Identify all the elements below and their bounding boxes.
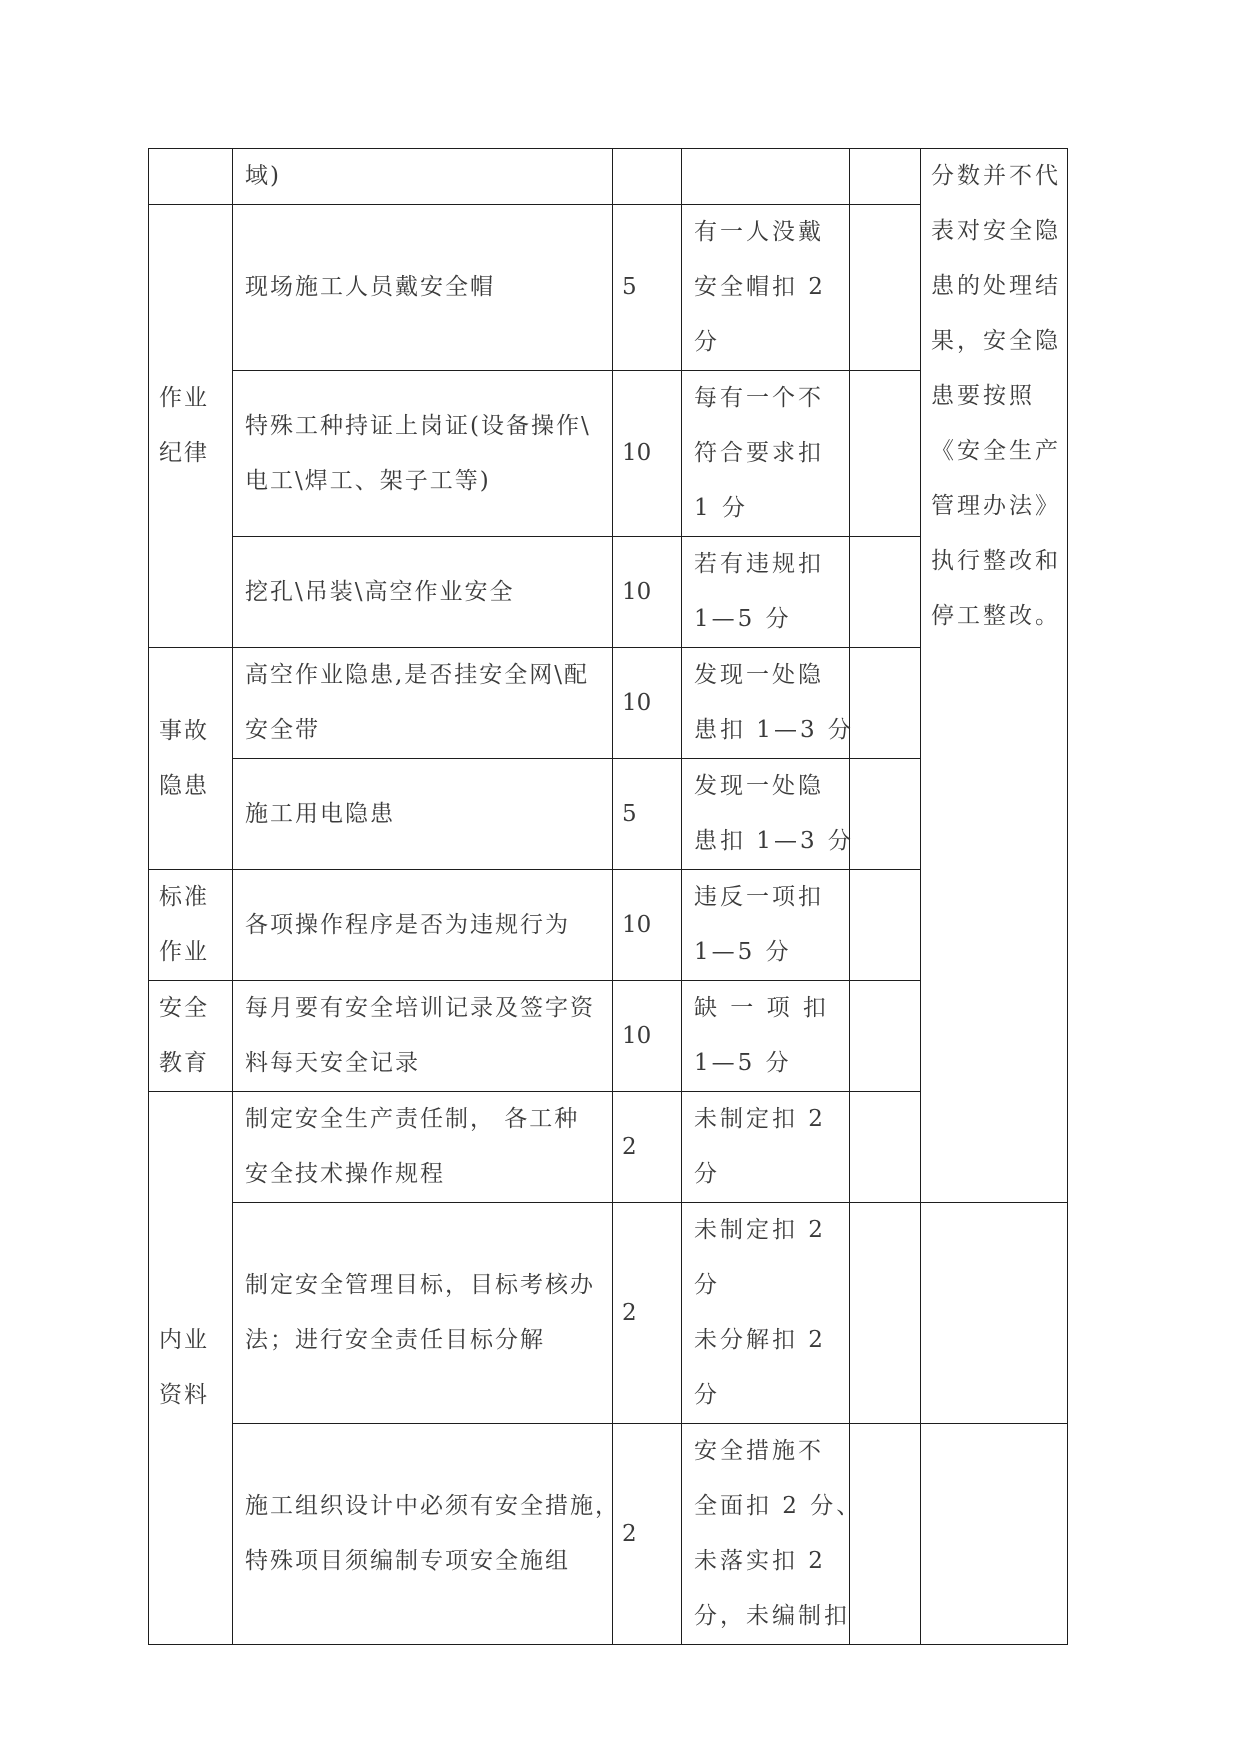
category-text: 事故 <box>159 717 209 744</box>
standard-text: 1—5 分 <box>694 939 792 965</box>
standard-text: 1—5 分 <box>694 606 792 632</box>
item-text: 每月要有安全培训记录及签字资 <box>245 995 595 1021</box>
deduction-standard-cell <box>682 205 850 371</box>
category-cell <box>149 205 233 648</box>
category-text: 安全 <box>159 995 209 1021</box>
standard-text: 患扣 1—3 分 <box>694 828 854 854</box>
standard-text: 1 分 <box>694 495 748 521</box>
actual-score-cell <box>850 759 921 870</box>
deduction-standard-cell <box>682 981 850 1092</box>
standard-text: 发现一处隐 <box>694 662 824 688</box>
deduction-standard-cell <box>682 759 854 870</box>
inspection-item-cell <box>233 537 613 648</box>
score-cell: 10 <box>613 371 682 537</box>
remarks-text: 管理办法》 <box>931 493 1061 519</box>
score-cell: 2 <box>613 1203 682 1424</box>
deduction-standard-cell <box>682 1203 850 1424</box>
remarks-cell <box>921 1203 1068 1424</box>
score-cell: 5 <box>613 205 682 371</box>
table-row <box>149 149 1068 205</box>
deduction-standard-cell <box>682 149 850 205</box>
actual-score-cell <box>850 648 921 759</box>
category-text: 教育 <box>159 1050 209 1076</box>
standard-text: 违反一项扣 <box>694 884 824 910</box>
item-text: 安全技术操作规程 <box>245 1161 445 1187</box>
remarks-text: 分数并不代 <box>931 163 1061 189</box>
inspection-item-cell <box>233 1203 613 1424</box>
standard-text: 分，未编制扣 <box>694 1603 850 1629</box>
actual-score-cell <box>850 1203 921 1424</box>
remarks-text: 果，安全隐 <box>931 328 1061 354</box>
inspection-item-cell <box>233 205 613 371</box>
standard-text: 1—5 分 <box>694 1050 792 1076</box>
deduction-standard-cell <box>682 537 850 648</box>
actual-score-cell <box>850 149 921 205</box>
score-cell: 10 <box>613 981 682 1092</box>
inspection-item-cell <box>233 371 613 537</box>
score-cell: 2 <box>613 1092 682 1203</box>
table-row <box>149 1203 1068 1424</box>
category-cell <box>149 981 233 1092</box>
remarks-text: 表对安全隐 <box>931 218 1061 244</box>
remarks-text: 停工整改。 <box>931 603 1061 629</box>
item-text: 各项操作程序是否为违规行为 <box>245 911 570 938</box>
item-text: 现场施工人员戴安全帽 <box>245 274 495 300</box>
standard-text: 未制定扣 2 <box>694 1217 826 1243</box>
standard-text: 患扣 1—3 分 <box>694 717 854 743</box>
item-text: 施工组织设计中必须有安全措施， <box>245 1493 620 1519</box>
inspection-item-cell <box>233 1092 613 1203</box>
category-cell <box>149 648 233 870</box>
remarks-text: 执行整改和 <box>931 548 1061 574</box>
standard-text: 分 <box>694 1161 720 1187</box>
standard-text: 分 <box>694 329 720 355</box>
score-cell: 10 <box>613 648 682 759</box>
score-cell <box>613 149 682 205</box>
item-text: 特殊工种持证上岗证(设备操作\ <box>245 412 591 439</box>
standard-text: 有一人没戴 <box>694 219 824 245</box>
actual-score-cell <box>850 537 921 648</box>
inspection-item-cell <box>233 759 613 870</box>
category-text: 资料 <box>159 1382 209 1408</box>
category-text: 隐患 <box>159 772 209 799</box>
item-text: 制定安全管理目标，目标考核办 <box>245 1272 595 1298</box>
standard-text: 发现一处隐 <box>694 773 824 799</box>
standard-text: 安全帽扣 2 <box>694 274 826 300</box>
standard-text: 未制定扣 2 <box>694 1106 826 1132</box>
standard-text: 每有一个不 <box>694 385 824 411</box>
category-text: 内业 <box>159 1327 209 1353</box>
score-cell: 10 <box>613 537 682 648</box>
item-text: 高空作业隐患,是否挂安全网\配 <box>245 662 590 688</box>
category-cell <box>149 149 233 205</box>
item-text: 挖孔\吊装\高空作业安全 <box>245 578 515 605</box>
item-text: 法；进行安全责任目标分解 <box>245 1327 545 1353</box>
deduction-standard-cell <box>682 1424 863 1645</box>
inspection-item-cell <box>233 870 613 981</box>
actual-score-cell <box>850 1092 921 1203</box>
item-text: 制定安全生产责任制， 各工种 <box>245 1106 580 1132</box>
inspection-item-cell <box>233 1424 620 1645</box>
inspection-item-cell <box>233 149 613 205</box>
remarks-text: 患要按照 <box>931 383 1035 409</box>
deduction-standard-cell <box>682 648 854 759</box>
inspection-item-cell <box>233 981 613 1092</box>
standard-text: 安全措施不 <box>694 1438 824 1464</box>
category-cell <box>149 1092 233 1645</box>
standard-text: 全面扣 2 分、 <box>694 1493 863 1519</box>
remarks-cell <box>921 1424 1068 1645</box>
standard-text: 未分解扣 2 <box>694 1327 826 1353</box>
deduction-standard-cell <box>682 1092 850 1203</box>
actual-score-cell <box>850 981 921 1092</box>
category-text: 纪律 <box>159 440 209 466</box>
category-cell <box>149 870 233 981</box>
safety-inspection-table <box>148 148 1068 1645</box>
standard-text: 若有违规扣 <box>694 551 824 577</box>
score-cell: 2 <box>613 1424 682 1645</box>
remarks-text: 《安全生产 <box>931 438 1061 464</box>
item-text: 电工\焊工、架子工等) <box>245 467 491 494</box>
inspection-item-cell <box>233 648 613 759</box>
remarks-cell <box>921 149 1068 1203</box>
table-row <box>149 1424 1068 1645</box>
item-text: 料每天安全记录 <box>245 1050 420 1076</box>
category-text: 作业 <box>159 939 209 965</box>
standard-text: 缺 一 项 扣 <box>694 995 829 1021</box>
standard-text: 分 <box>694 1272 720 1298</box>
item-text: 施工用电隐患 <box>245 800 395 827</box>
score-cell: 10 <box>613 870 682 981</box>
standard-text: 分 <box>694 1382 720 1408</box>
remarks-text: 患的处理结 <box>931 273 1061 299</box>
category-text: 标准 <box>159 884 209 910</box>
item-text: 域) <box>245 163 281 189</box>
deduction-standard-cell <box>682 870 850 981</box>
actual-score-cell <box>850 1424 921 1645</box>
actual-score-cell <box>850 870 921 981</box>
category-text: 作业 <box>159 385 209 411</box>
item-text: 特殊项目须编制专项安全施组 <box>245 1548 570 1574</box>
actual-score-cell <box>850 371 921 537</box>
item-text: 安全带 <box>245 717 320 743</box>
standard-text: 未落实扣 2 <box>694 1548 826 1574</box>
actual-score-cell <box>850 205 921 371</box>
score-cell: 5 <box>613 759 682 870</box>
standard-text: 符合要求扣 <box>694 440 824 466</box>
deduction-standard-cell <box>682 371 850 537</box>
